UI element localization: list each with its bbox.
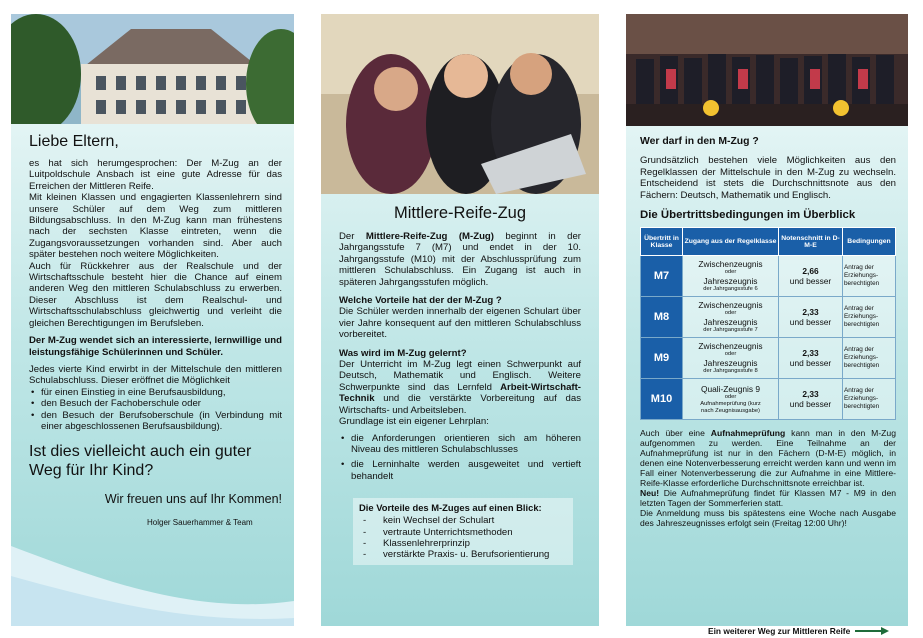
table-header-row [641,228,896,256]
transfer-table [640,227,896,420]
advantages-box-title: Die Vorteile des M-Zuges auf einen Blick: [359,502,542,514]
list-item: • den Besuch der Fachoberschule oder [29,398,282,409]
mzug-heading: Mittlere-Reife-Zug [393,204,527,222]
learning-answer: Der Unterricht im M-Zug legt einen Schwerpunkt auf Deutsch, Mathematik und Englisch. Weitere Schwerpunkte sind das Lernfeld Arbeit-Wirtschaft-Technik und die verstärkte Vorbereitung auf das Wirtschafts- und Arbeitsleben. [339,359,581,416]
students-laptop-photo [321,14,599,194]
grade-cell: 2,66 und besser [779,256,843,297]
table-header: Zugang aus der Regelklasse [683,228,779,256]
condition-cell: Antrag der Erziehungs-berechtigten [843,256,896,297]
mzug-intro: Der Mittlere-Reife-Zug (M-Zug) beginnt in der Jahrgangsstufe 7 (M7) und endet in der 10. Jahrgangsstufe (M10) mit der Abschlussprüfung zum mittleren Schulabschluss. Ein Zugang ist auch in späteren Jahrgangsstufen möglich. [339,231,582,288]
grade-cell: 2,33 und besser [779,338,843,379]
access-cell: Quali-Zeugnis 9 oder Aufnahmeprüfung (kurz nach Zeugnisausgabe) [683,379,779,420]
table-header: Notenschnitt in D-M-E [779,228,843,256]
intro-paragraph: es hat sich herumgesprochen: Der M-Zug an der Luitpoldschule Ansbach ist eine gute Adresse für das Erreichen der Mittleren Reife. [29,158,282,192]
ceremony-photo [626,14,908,126]
class-cell: M7 [641,256,683,297]
classes-paragraph: Mit kleinen Klassen und engagierten Klassenlehrern sind unsere Schüler auf dem Weg zum mittleren Bildungsabschluss. In den M-Zug kann man frühestens nach der sechsten Klasse eintreten, wenn die Zugangsvoraussetzungen vorhanden sind. Aber auch später bestehen noch weitere Möglichkeiten. [29,192,282,261]
opportunity-list [29,387,282,433]
signature: Holger Sauerhammer & Team [147,518,253,528]
table-row [641,338,896,379]
new-notice: Neu! Die Aufnahmeprüfung findet für Klassen M7 - M9 in den letzten Tagen der Sommerferien statt. [640,488,897,509]
table-row [641,297,896,338]
list-item: - Klassenlehrerprinzip [359,538,567,549]
condition-cell: Antrag der Erziehungs-berechtigten [843,297,896,338]
list-item: • den Besuch der Berufsoberschule (in Verbindung mit einer abgeschlossenen Berufsausbildung). [29,410,282,433]
curriculum-line: Grundlage ist ein eigener Lehrplan: [339,416,489,428]
learning-question: Was wird im M-Zug gelernt? [339,347,467,359]
footer-label: Ein weiterer Weg zur Mittleren Reife [708,626,851,636]
question-heading: Ist dies vielleicht auch ein guter Weg für Ihr Kind? [29,443,252,480]
list-item: - verstärkte Praxis- u. Berufsorientierung [359,549,567,560]
arrow-right-icon [855,626,889,636]
advantages-box-list [359,515,567,561]
school-building-photo [11,14,294,124]
class-cell: M9 [641,338,683,379]
access-cell: Zwischenzeugnis oder Jahreszeugnis der Jahrgangsstufe 6 [683,256,779,297]
footer-tagline [708,626,889,636]
who-question: Wer darf in den M-Zug ? [640,136,759,147]
grade-cell: 2,33 und besser [779,297,843,338]
panel-parents [11,14,294,626]
list-item: • die Anforderungen orientieren sich am höheren Niveau des mittleren Schulabschlusses [339,433,581,456]
advantages-question: Welche Vorteile hat der der M-Zug ? [339,295,502,307]
table-header: Bedingungen [843,228,896,256]
returners-paragraph: Auch für Rückkehrer aus der Realschule und der Wirtschaftsschule besteht hier die Chance auf einem anderen Weg den mittleren Schulabschluss zu erwerben. Dieser Abschluss ist dem Realschul- und Wirtschaftsschulabschluss gleichwertig und verleiht die gleichen Berechtigungen im Berufsleben. [29,260,282,329]
greeting-heading: Liebe Eltern, [29,133,119,150]
class-cell: M10 [641,379,683,420]
advantages-box [353,498,573,565]
target-group-text: Der M-Zug wendet sich an interessierte, lernwillige und leistungsfähige Schülerinnen und Schüler. [29,335,282,358]
exam-paragraph: Auch über eine Aufnahmeprüfung kann man in den M-Zug aufgenommen zu werden. Eine Teilnahme an der Aufnahmeprüfung ist nur in den Fächern (D-M-E) möglich, in denen eine Notenverbesserung erreicht werden kann und wenn im Fall einer Notenverbesserung die zur Aufnahme in eine Mittlere-Reife-Klasse erforderliche Durchschnittsnote erreichbar ist. [640,428,896,489]
table-row [641,379,896,420]
table-title: Die Übertrittsbedingungen im Überblick [640,209,856,222]
grade-cell: 2,33 und besser [779,379,843,420]
registration-notice: Die Anmeldung muss bis spätestens eine Woche nach Ausgabe des Jahreszeugnisses erfolgt sein (Freitag 12:00 Uhr)! [640,508,896,529]
opportunity-paragraph: Jedes vierte Kind erwirbt in der Mittelschule den mittleren Schulabschluss. Dieser eröffnet die Möglichkeit [29,363,282,387]
access-cell: Zwischenzeugnis oder Jahreszeugnis der Jahrgangsstufe 7 [683,297,779,338]
list-item: • für einen Einstieg in eine Berufsausbildung, [29,387,282,398]
who-paragraph: Grundsätzlich bestehen viele Möglichkeiten aus den Regelklassen der Mittelschule in den M-Zug zu wechseln. Entscheidend ist stets die Durchschnittsnote aus den Fächern: Deutsch, Mathematik und Englisch. [640,155,896,201]
list-item: - vertraute Unterrichtsmethoden [359,527,567,538]
welcome-text: Wir freuen uns auf Ihr Kommen! [104,492,282,507]
condition-cell: Antrag der Erziehungs-berechtigten [843,379,896,420]
advantages-answer: Die Schüler werden innerhalb der eigenen Schulart über vier Jahre konsequent auf den mittleren Schulabschluss vorbereitet. [339,306,581,341]
table-row [641,256,896,297]
panel-mzug [321,14,599,626]
table-header: Übertritt in Klasse [641,228,683,256]
list-item: - kein Wechsel der Schulart [359,515,567,526]
class-cell: M8 [641,297,683,338]
panel-admission [626,14,908,626]
list-item: • die Lerninhalte werden ausgeweitet und vertieft behandelt [339,459,581,482]
condition-cell: Antrag der Erziehungs-berechtigten [843,338,896,379]
curriculum-list [339,433,581,483]
wave-decoration [11,506,294,626]
access-cell: Zwischenzeugnis oder Jahreszeugnis der Jahrgangsstufe 8 [683,338,779,379]
